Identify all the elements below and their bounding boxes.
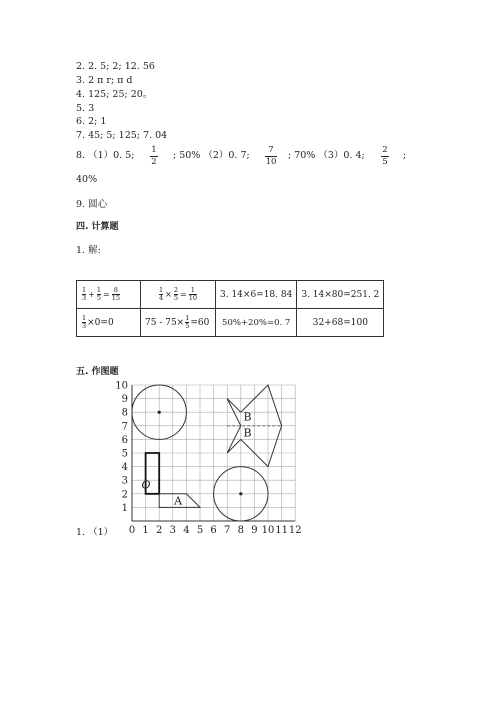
y-tick-label: 5 (121, 448, 128, 460)
fraction-2-5 (381, 146, 389, 167)
x-tick-label: 3 (169, 525, 176, 536)
fraction-7-10 (265, 146, 277, 167)
section-4-subtitle: 1. 解: (76, 245, 101, 256)
answer-line-8-wrap: 40% (76, 174, 98, 185)
answer-line-4: 4. 125; 25; 20。 (76, 89, 153, 100)
fraction-numerator: 1 (82, 286, 87, 294)
fraction-numerator: 7 (268, 145, 274, 155)
fraction-denominator: 5 (185, 322, 190, 330)
answer-line-5: 5. 3 (76, 103, 95, 114)
y-tick-label: 7 (121, 421, 128, 433)
expression-prefix: 75 - 75× (145, 318, 185, 328)
answer-line-8-mid2: ; 70% （3）0. 4; (288, 150, 365, 161)
table-cell (77, 309, 141, 337)
y-tick-label: 3 (121, 475, 128, 487)
section-5-subtitle: 1. （1） (76, 527, 114, 538)
x-tick-label: 0 (128, 525, 136, 536)
y-tick-label: 9 (121, 394, 128, 406)
fraction-denominator: 2 (151, 157, 157, 167)
fraction-denominator: 5 (173, 294, 178, 302)
label-a: A (174, 494, 183, 508)
y-tick-label: 1 (121, 502, 128, 514)
fraction-denominator: 3 (82, 322, 87, 330)
expression-rest: =60 (190, 318, 210, 328)
fraction-denominator: 10 (265, 157, 277, 167)
x-tick-label: 2 (156, 525, 163, 536)
label-o: O (141, 478, 151, 492)
fraction-denominator: 5 (382, 157, 388, 167)
fraction-denominator: 4 (159, 294, 164, 302)
x-tick-label: 5 (196, 525, 204, 536)
y-tick-label: 8 (121, 407, 128, 419)
fraction-numerator: 1 (190, 286, 195, 294)
label-b-lower: B (243, 426, 252, 440)
fraction-numerator: 2 (382, 145, 388, 155)
y-tick-label: 6 (121, 434, 128, 446)
answer-line-8-prefix: 8. （1）0. 5; (76, 150, 135, 161)
calculation-table (76, 280, 384, 337)
fraction-numerator: 1 (96, 286, 101, 294)
fraction-numerator: 2 (173, 286, 178, 294)
equals-sign: = (180, 290, 187, 299)
y-tick-label: 4 (121, 462, 128, 474)
fraction-numerator: 1 (82, 314, 87, 322)
table-cell (141, 309, 216, 337)
x-tick-label: 10 (261, 525, 275, 536)
table-cell: 50%+20%=0. 7 (216, 309, 297, 337)
x-tick-label: 7 (224, 525, 231, 536)
x-tick-label: 11 (275, 525, 288, 536)
operator: × (165, 290, 172, 299)
y-tick-label: 10 (115, 380, 128, 392)
answer-line-6: 6. 2; 1 (76, 116, 107, 127)
fraction-numerator: 1 (151, 145, 157, 155)
fraction-denominator: 3 (82, 294, 87, 302)
x-tick-label: 4 (183, 525, 190, 536)
fraction-numerator: 1 (159, 286, 164, 294)
section-4-title: 四. 计算题 (76, 222, 119, 232)
y-tick-label: 2 (121, 489, 128, 501)
coordinate-grid (110, 380, 310, 553)
x-tick-label: 1 (142, 525, 149, 536)
table-cell: 32+68=100 (297, 309, 384, 337)
table-cell: 3. 14×6=18. 84 (216, 281, 297, 309)
x-tick-label: 6 (210, 525, 217, 536)
label-b-upper: B (243, 410, 252, 424)
table-cell (141, 281, 216, 309)
fraction-denominator: 5 (96, 294, 101, 302)
answer-line-8-mid1: ; 50% （2）0. 7; (173, 150, 250, 161)
table-cell (77, 281, 141, 309)
table-cell: 3. 14×80=251. 2 (297, 281, 384, 309)
operator: + (88, 290, 95, 299)
answer-line-8-end: ; (403, 150, 407, 161)
section-5-title: 五. 作图题 (76, 367, 119, 377)
equals-sign: = (102, 290, 110, 299)
x-tick-label: 8 (237, 525, 244, 536)
fraction-denominator: 15 (111, 294, 120, 302)
circle-bottom-center (239, 492, 242, 495)
x-tick-label: 12 (288, 525, 302, 536)
answer-line-2: 2. 2. 5; 2; 12. 56 (76, 61, 155, 72)
fraction-numerator: 8 (113, 286, 118, 294)
fraction-1-2 (150, 146, 158, 167)
fraction-numerator: 1 (185, 314, 190, 322)
answer-line-9: 9. 圆心 (76, 199, 108, 210)
table-row (77, 281, 384, 309)
expression-rest: ×0=0 (87, 318, 114, 328)
circle-top-center (158, 411, 161, 414)
x-tick-label: 9 (251, 525, 258, 536)
answer-line-7: 7. 45; 5; 125; 7. 04 (76, 130, 168, 141)
answer-line-3: 3. 2 π r; π d (76, 75, 133, 86)
table-row (77, 309, 384, 337)
fraction-denominator: 10 (188, 294, 197, 302)
